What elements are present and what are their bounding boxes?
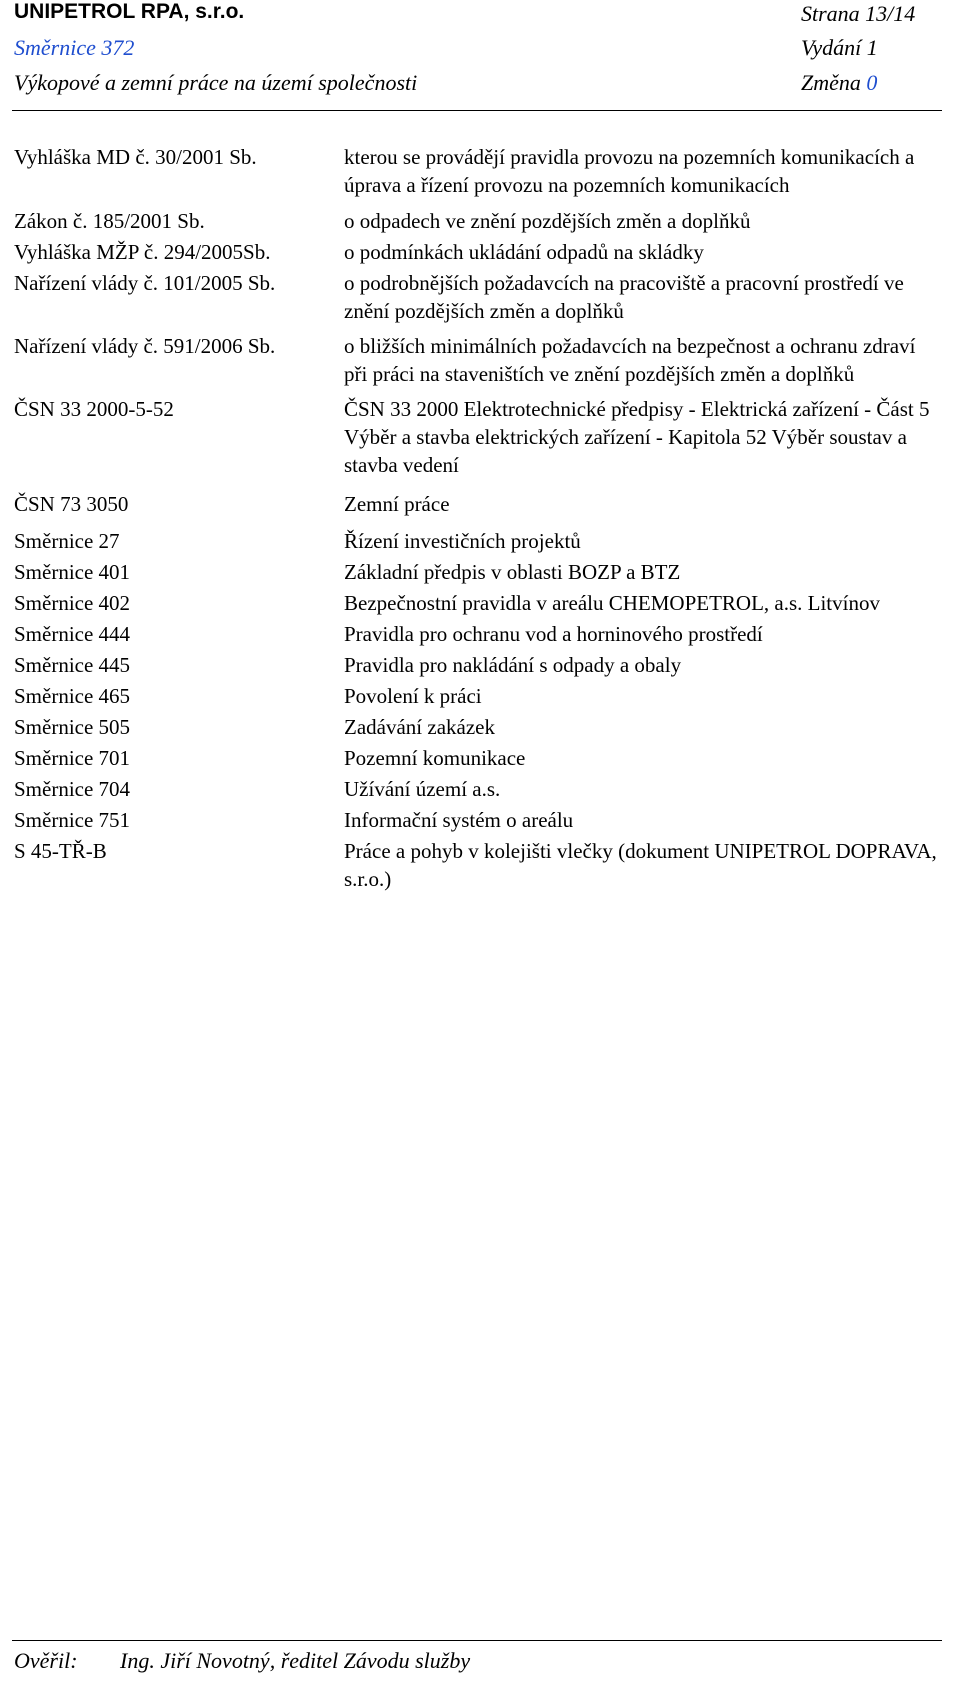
reference-title: o podrobnějších požadavcích na pracoviště a pracovní prostředí ve znění pozdějších změn a doplňků: [344, 271, 904, 323]
page-header: [14, 0, 944, 110]
verified-by: Ing. Jiří Novotný, ředitel Závodu služby: [120, 1648, 471, 1673]
reference-row: [14, 269, 944, 325]
reference-code: Směrnice 701: [14, 746, 131, 770]
footer-divider: [12, 1640, 942, 1641]
reference-title: Pravidla pro nakládání s odpady a obaly: [344, 653, 682, 677]
reference-title: Informační systém o areálu: [344, 808, 574, 832]
reference-title: ČSN 33 2000 Elektrotechnické předpisy - Elektrická zařízení - Část 5 Výběr a stavba elektrických zařízení - Kapitola 52 Výběr soustav a stavba vedení: [344, 397, 930, 477]
reference-code: Vyhláška MŽP č. 294/2005Sb.: [14, 240, 271, 264]
verified-label: Ověřil:: [14, 1648, 78, 1673]
reference-code: Zákon č. 185/2001 Sb.: [14, 209, 205, 233]
reference-title: o bližších minimálních požadavcích na bezpečnost a ochranu zdraví při práci na staveništích ve znění pozdějších změn a doplňků: [344, 334, 916, 386]
change-value: 0: [866, 70, 878, 95]
company-name: UNIPETROL RPA, s.r.o.: [14, 0, 245, 23]
reference-code: Vyhláška MD č. 30/2001 Sb.: [14, 145, 257, 169]
reference-row: [14, 332, 944, 388]
reference-row: [14, 682, 944, 710]
page-number: Strana 13/14: [801, 1, 916, 26]
edition-number: Vydání 1: [801, 35, 878, 60]
reference-row: [14, 744, 944, 772]
reference-row: [14, 558, 944, 586]
header-divider: [12, 110, 942, 111]
change-number: [801, 69, 877, 97]
reference-code: ČSN 33 2000-5-52: [14, 397, 174, 421]
reference-row: [14, 837, 944, 893]
reference-code: Směrnice 505: [14, 715, 131, 739]
reference-row: [14, 207, 944, 235]
reference-title: Užívání území a.s.: [344, 777, 501, 801]
document-title: Výkopové a zemní práce na území společnosti: [14, 70, 418, 95]
reference-title: o podmínkách ukládání odpadů na skládky: [344, 240, 704, 264]
reference-row: [14, 490, 944, 518]
header-row-3: [14, 69, 944, 99]
reference-title: o odpadech ve znění pozdějších změn a doplňků: [344, 209, 751, 233]
reference-row: [14, 713, 944, 741]
reference-row: [14, 806, 944, 834]
reference-code: Směrnice 444: [14, 622, 131, 646]
reference-code: Nařízení vlády č. 101/2005 Sb.: [14, 271, 276, 295]
reference-title: Pravidla pro ochranu vod a horninového prostředí: [344, 622, 763, 646]
header-row-1: [14, 0, 944, 30]
page-footer: [14, 1647, 944, 1677]
reference-row: [14, 143, 944, 199]
reference-title: Zadávání zakázek: [344, 715, 495, 739]
reference-title: Povolení k práci: [344, 684, 482, 708]
reference-code: ČSN 73 3050: [14, 492, 129, 516]
reference-row: [14, 589, 944, 617]
reference-row: [14, 527, 944, 555]
header-row-2: [14, 34, 944, 64]
reference-row: [14, 238, 944, 266]
directive-number: Směrnice 372: [14, 35, 135, 60]
reference-title: Řízení investičních projektů: [344, 529, 581, 553]
reference-code: Směrnice 704: [14, 777, 131, 801]
reference-list: [14, 143, 944, 896]
reference-code: Směrnice 401: [14, 560, 131, 584]
reference-row: [14, 775, 944, 803]
reference-code: Směrnice 465: [14, 684, 131, 708]
reference-code: Směrnice 751: [14, 808, 131, 832]
reference-code: Směrnice 445: [14, 653, 131, 677]
reference-row: [14, 651, 944, 679]
reference-title: Základní předpis v oblasti BOZP a BTZ: [344, 560, 681, 584]
reference-title: Bezpečnostní pravidla v areálu CHEMOPETROL, a.s. Litvínov: [344, 591, 880, 615]
reference-row: [14, 395, 944, 479]
reference-code: Směrnice 402: [14, 591, 131, 615]
reference-title: Práce a pohyb v kolejišti vlečky (dokument UNIPETROL DOPRAVA, s.r.o.): [344, 839, 937, 891]
reference-row: [14, 620, 944, 648]
reference-title: Zemní práce: [344, 492, 450, 516]
reference-code: Nařízení vlády č. 591/2006 Sb.: [14, 334, 276, 358]
change-prefix: Změna: [801, 70, 867, 95]
reference-title: kterou se provádějí pravidla provozu na pozemních komunikacích a úprava a řízení provozu na pozemních komunikacích: [344, 145, 915, 197]
reference-title: Pozemní komunikace: [344, 746, 526, 770]
reference-code: S 45-TŘ-B: [14, 839, 107, 863]
reference-code: Směrnice 27: [14, 529, 120, 553]
